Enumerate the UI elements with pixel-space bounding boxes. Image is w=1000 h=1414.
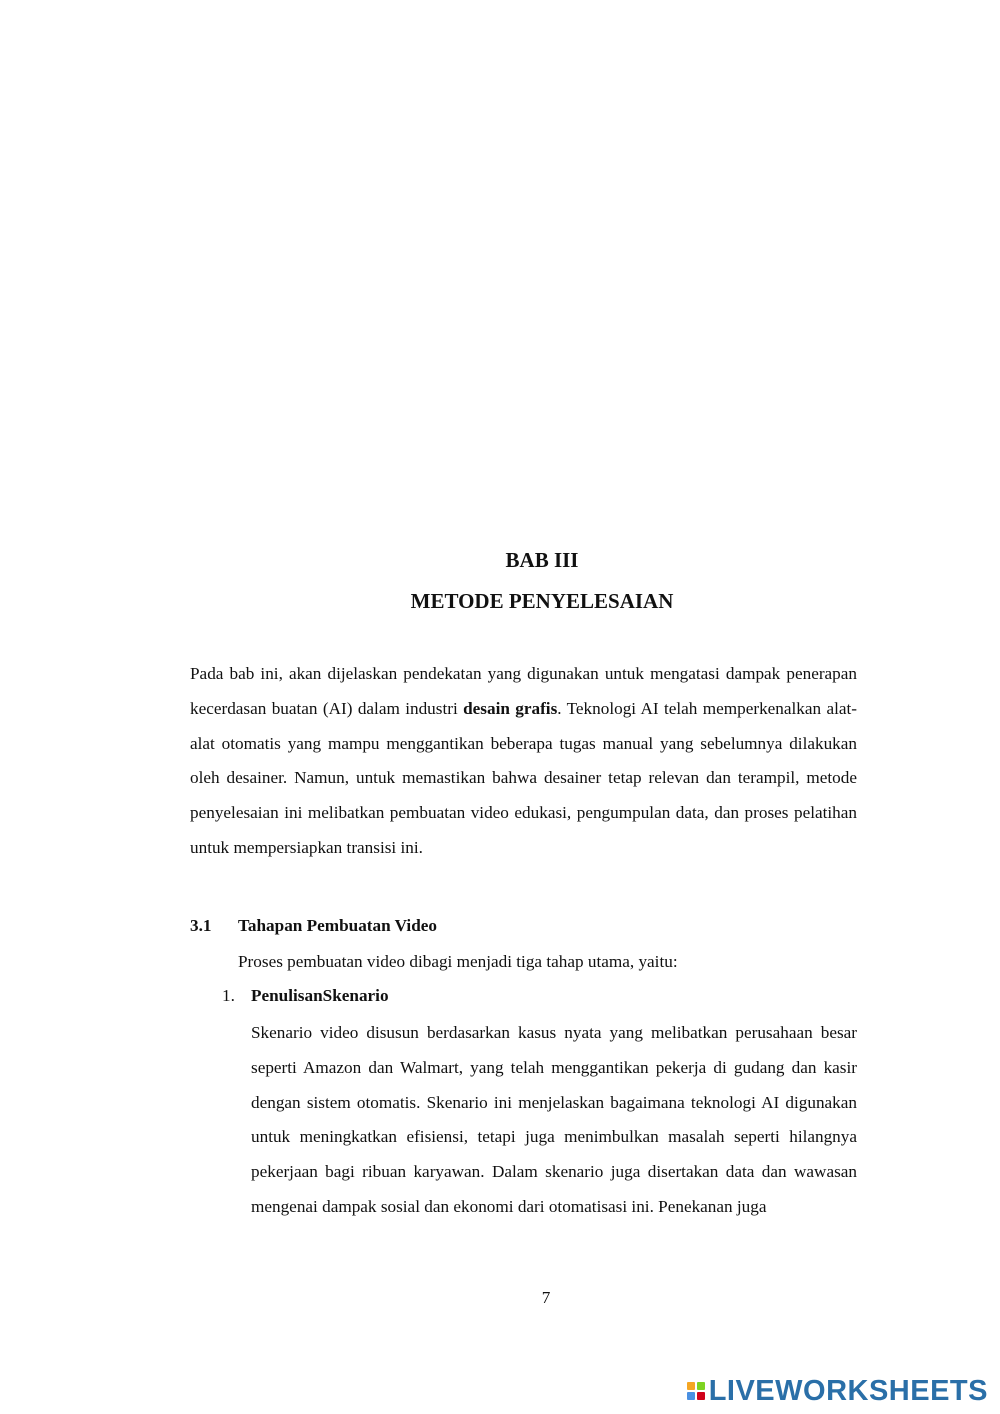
list-item-title: PenulisanSkenario: [251, 986, 389, 1005]
page-number: 7: [541, 1288, 551, 1307]
section-number: 3.1: [190, 916, 212, 935]
intro-text-end: . Teknologi AI telah memperkenalkan alat-alat otomatis yang mampu menggantikan beberapa tugas manual yang sebelumnya dilakukan oleh desainer. Namun, untuk memastikan bahwa desainer tetap relevan dan terampil, metode penyelesaian ini melibatkan pembuatan video edukasi, pengumpulan data, dan proses pelatihan untuk mempersiapkan transisi ini.: [190, 698, 858, 857]
watermark-text: LIVEWORKSHEETS: [708, 1374, 988, 1407]
logo-square: [697, 1392, 705, 1400]
list-item-number: 1.: [222, 986, 235, 1005]
list-item-body: Skenario video disusun berdasarkan kasus nyata yang melibatkan perusahaan besar seperti Amazon dan Walmart, yang telah menggantikan pekerja di gudang dan kasir dengan sistem otomatis. Skenario ini menjelaskan bagaimana teknologi AI digunakan untuk meningkatkan efisiensi, tetapi juga menimbulkan masalah seperti hilangnya pekerjaan bagi ribuan karyawan. Dalam skenario juga disertakan data dan wawasan mengenai dampak sosial dan ekonomi dari otomatisasi ini. Penekanan juga: [251, 1023, 857, 1216]
intro-bold-term: desain grafis: [463, 698, 558, 718]
liveworksheets-logo-icon: [687, 1382, 705, 1400]
liveworksheets-watermark: [687, 1376, 988, 1406]
logo-square: [697, 1382, 705, 1390]
list-item-heading: [222, 986, 389, 1006]
intro-paragraph: [190, 657, 857, 866]
intro-text-start: Pada bab ini, akan dijelaskan pendekatan yang digunakan untuk mengatasi dampak penerapan kecerdasan buatan (AI) dalam industri: [190, 664, 857, 718]
chapter-subtitle: METODE PENYELESAIAN: [410, 589, 674, 613]
section-heading: [190, 916, 437, 936]
chapter-title: BAB III: [505, 548, 579, 572]
logo-square: [687, 1382, 695, 1390]
section-title: Tahapan Pembuatan Video: [238, 916, 437, 935]
logo-square: [687, 1392, 695, 1400]
section-intro: Proses pembuatan video dibagi menjadi tiga tahap utama, yaitu:: [238, 952, 678, 971]
